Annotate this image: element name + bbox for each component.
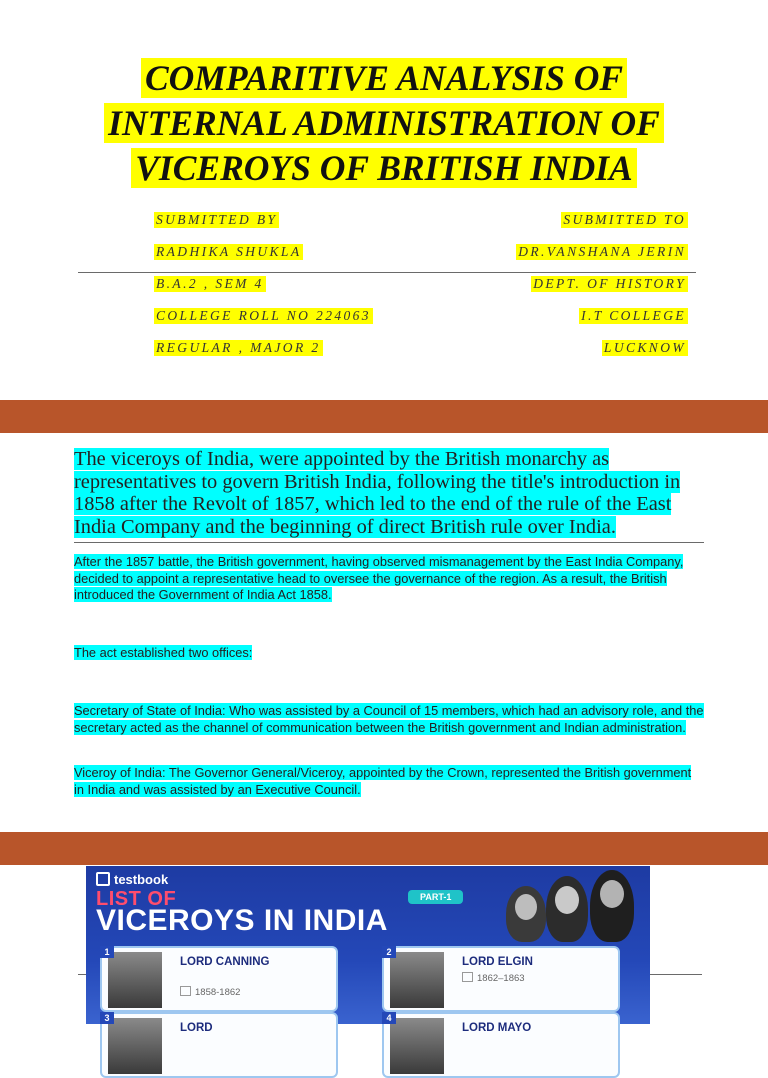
- portrait-photo: [390, 952, 444, 1008]
- paragraph-two-offices: [74, 645, 704, 662]
- roll-number: COLLEGE ROLL NO 224063: [156, 308, 371, 323]
- card-number: 4: [382, 1012, 396, 1024]
- viceroy-card: [100, 1012, 338, 1078]
- viceroy-years: [462, 972, 525, 984]
- info-row: [154, 236, 688, 268]
- lead-paragraph: [74, 448, 700, 538]
- student-name: RADHIKA SHUKLA: [156, 244, 302, 259]
- testbook-logo-icon: [96, 872, 110, 886]
- viceroy-name: LORD CANNING: [180, 956, 270, 968]
- card-number: 3: [100, 1012, 114, 1024]
- brand-name: testbook: [114, 872, 169, 887]
- info-row: [154, 268, 688, 300]
- card-number: 1: [100, 946, 114, 958]
- portrait-photo: [108, 952, 162, 1008]
- brand-logo: [96, 872, 168, 887]
- slide-separator-band: [0, 832, 768, 865]
- viceroy-card: [100, 946, 338, 1012]
- submission-info: [154, 204, 688, 364]
- portrait-icon: [546, 876, 588, 942]
- city: LUCKNOW: [603, 340, 686, 355]
- info-row: [154, 204, 688, 236]
- portrait-photo: [390, 1018, 444, 1074]
- college-name: I.T COLLEGE: [581, 308, 686, 323]
- paragraph-text: The act established two offices:: [74, 645, 253, 660]
- card-number: 2: [382, 946, 396, 958]
- viceroy-name: LORD: [180, 1022, 213, 1034]
- department: DEPT. OF HISTORY: [533, 276, 686, 291]
- calendar-icon: [180, 986, 191, 996]
- viceroy-card: [382, 1012, 620, 1078]
- info-row: [154, 332, 688, 364]
- paragraph-govt-act: [74, 554, 704, 604]
- poster-heading-big: VICEROYS IN INDIA: [96, 904, 388, 937]
- title-line-2: INTERNAL ADMINISTRATION OF: [104, 103, 664, 143]
- paragraph-text: After the 1857 battle, the British government, having observed mismanagement by the East India Company, decided to appoint a representative head to oversee the governance of the region. As a result, the British introduced the Government of India Act 1858.: [74, 554, 684, 603]
- document-title: [0, 56, 768, 191]
- title-line-1: COMPARITIVE ANALYSIS OF: [141, 58, 627, 98]
- viceroy-card: [382, 946, 620, 1012]
- viceroy-name: LORD ELGIN: [462, 956, 533, 968]
- years-text: 1858-1862: [195, 987, 241, 998]
- viceroy-name: LORD MAYO: [462, 1022, 532, 1034]
- years-text: 1862–1863: [477, 973, 525, 984]
- paragraph-text: Secretary of State of India: Who was assisted by a Council of 15 members, which had an advisory role, and the secretary acted as the channel of communication between the British government and Indian administration.: [74, 703, 704, 735]
- slide-separator-band: [0, 400, 768, 433]
- info-row: [154, 300, 688, 332]
- viceroys-list-image: [86, 866, 650, 1034]
- paragraph-text: Viceroy of India: The Governor General/Viceroy, appointed by the Crown, represented the British government in India and was assisted by an Executive Council.: [74, 765, 692, 797]
- program-type: REGULAR , MAJOR 2: [156, 340, 321, 355]
- lead-text: The viceroys of India, were appointed by the British monarchy as representatives to govern British India, following the title's introduction in 1858 after the Revolt of 1857, which led to the end of the rule of the East India Company and the beginning of direct British rule over India.: [74, 448, 681, 538]
- portrait-photo: [108, 1018, 162, 1074]
- calendar-icon: [462, 972, 473, 982]
- submitted-by-label: SUBMITTED BY: [156, 212, 278, 227]
- submitted-to-label: SUBMITTED TO: [563, 212, 686, 227]
- portrait-icon: [590, 870, 634, 942]
- poster-heading-small: LIST OF: [96, 888, 177, 910]
- course-semester: B.A.2 , SEM 4: [156, 276, 264, 291]
- title-slide: [0, 0, 768, 400]
- lead-divider: [74, 542, 704, 543]
- part-badge: PART-1: [408, 890, 463, 904]
- paragraph-secretary-of-state: [74, 703, 704, 736]
- viceroy-years: [180, 986, 240, 998]
- teacher-name: DR.VANSHANA JERIN: [518, 244, 686, 259]
- paragraph-viceroy: [74, 765, 704, 798]
- viceroy-portraits: [498, 870, 650, 940]
- portrait-icon: [506, 886, 546, 942]
- title-line-3: VICEROYS OF BRITISH INDIA: [131, 148, 637, 188]
